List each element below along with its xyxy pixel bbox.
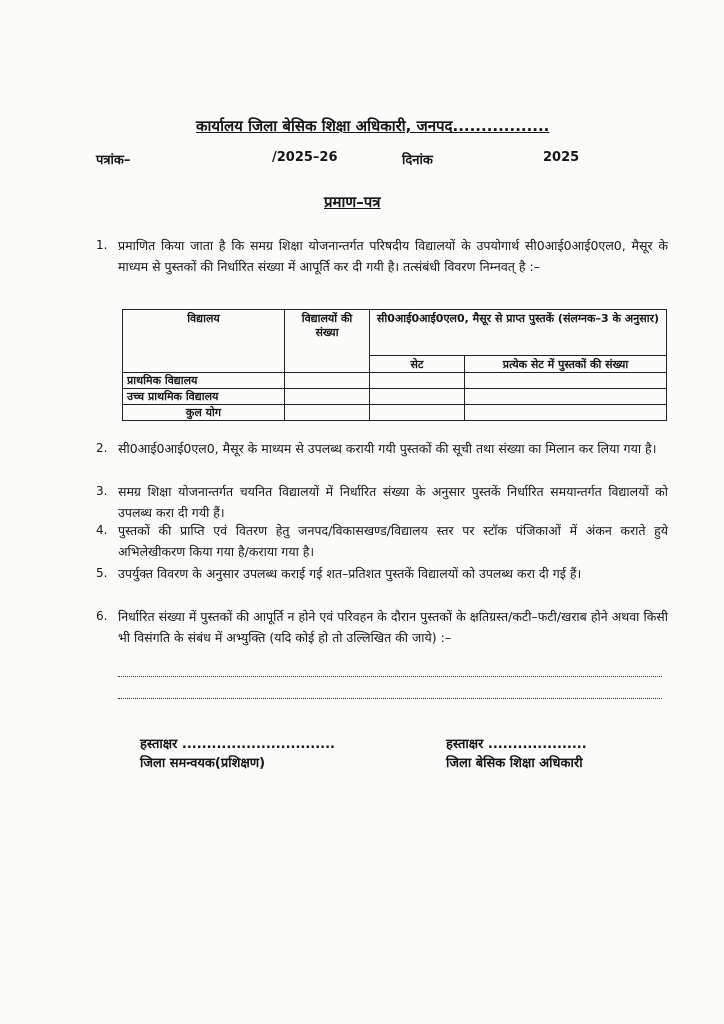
table-subheader-set: सेट [370, 356, 465, 373]
item-number: 4. [96, 523, 108, 537]
table-header-books: सी0आई0आई0एल0, मैसूर से प्राप्त पुस्तकें (संलग्नक–3 के अनुसार) [370, 310, 667, 356]
table-row [123, 405, 667, 421]
dinank-label: दिनांक [402, 153, 433, 168]
item-number: 5. [96, 566, 108, 580]
list-item [96, 520, 668, 562]
table-cell-total: कुल योग [123, 405, 285, 421]
right-signature-line: हस्ताक्षर .................... [446, 737, 587, 752]
item-text: समग्र शिक्षा योजनान्तर्गत चयनित विद्यालयों में निर्धारित संख्या के अनुसार पुस्तकें निर्धारित समयान्तर्गत विद्यालयों को उपलब्ध करा दी गयी हैं। [118, 484, 668, 520]
table-header-count: विद्यालयों की संख्या [285, 310, 370, 373]
table-cell-school: उच्च प्राथमिक विद्यालय [123, 389, 285, 405]
left-signature-line: हस्ताक्षर ............................... [140, 737, 335, 752]
list-item [96, 563, 668, 584]
item-number: 3. [96, 484, 108, 498]
item-text: पुस्तकों की प्राप्ति एवं वितरण हेतु जनपद/विकासखण्ड/विद्यालय स्तर पर स्टॉक पंजिकाओं में अंकन कराते हुये अभिलेखीकरण किया गया है/कराया गया है। [118, 523, 668, 559]
year-value: 2025 [543, 150, 580, 165]
item-text: प्रमाणित किया जाता है कि समग्र शिक्षा योजनान्तर्गत परिषदीय विद्यालयों के उपयोगार्थ सी0आई0आई0एल0, मैसूर के माध्यम से पुस्तकों की निर्धारित संख्या में आपूर्ति कर दी गयी है। तत्संबंधी विवरण निम्नवत् है :– [118, 238, 668, 274]
item-text: सी0आई0आई0एल0, मैसूर के माध्यम से उपलब्ध करायी गयी पुस्तकों की सूची तथा संख्या का मिलान कर लिया गया है। [118, 441, 657, 456]
item-text: उपर्युक्त विवरण के अनुसार उपलब्ध कराई गई शत–प्रतिशत पुस्तकें विद्यालयों को उपलब्ध करा दी गई हैं। [118, 566, 582, 581]
list-item [96, 606, 668, 648]
item-number: 2. [96, 441, 108, 455]
table-row [123, 373, 667, 389]
left-signatory-role: जिला समन्वयक(प्रशिक्षण) [140, 756, 266, 771]
remarks-dotted-line [118, 676, 662, 677]
table-cell-school: प्राथमिक विद्यालय [123, 373, 285, 389]
table-subheader-books-per-set: प्रत्येक सेट में पुस्तकों की संख्या [465, 356, 667, 373]
item-number: 6. [96, 609, 108, 623]
patrank-label: पत्रांक– [96, 153, 131, 168]
remarks-dotted-line [118, 698, 662, 699]
distribution-table [122, 309, 667, 421]
office-title: कार्यालय जिला बेसिक शिक्षा अधिकारी, जनपद................. [196, 117, 550, 135]
certificate-title: प्रमाण–पत्र [324, 193, 381, 211]
item-text: निर्धारित संख्या में पुस्तकों की आपूर्ति न होने एवं परिवहन के दौरान पुस्तकों के क्षतिग्रस्त/कटी–फटी/खराब होने अथवा किसी भी विसंगति के संबंध में अभ्युक्ति (यदि कोई हो तो उल्लिखित की जाये) :– [118, 609, 668, 645]
list-item [96, 481, 668, 523]
session-value: /2025–26 [272, 150, 338, 165]
list-item [96, 235, 668, 277]
list-item [96, 438, 668, 459]
right-signatory-role: जिला बेसिक शिक्षा अधिकारी [446, 756, 583, 771]
table-header-school: विद्यालय [123, 310, 285, 373]
table-row [123, 389, 667, 405]
item-number: 1. [96, 238, 108, 252]
